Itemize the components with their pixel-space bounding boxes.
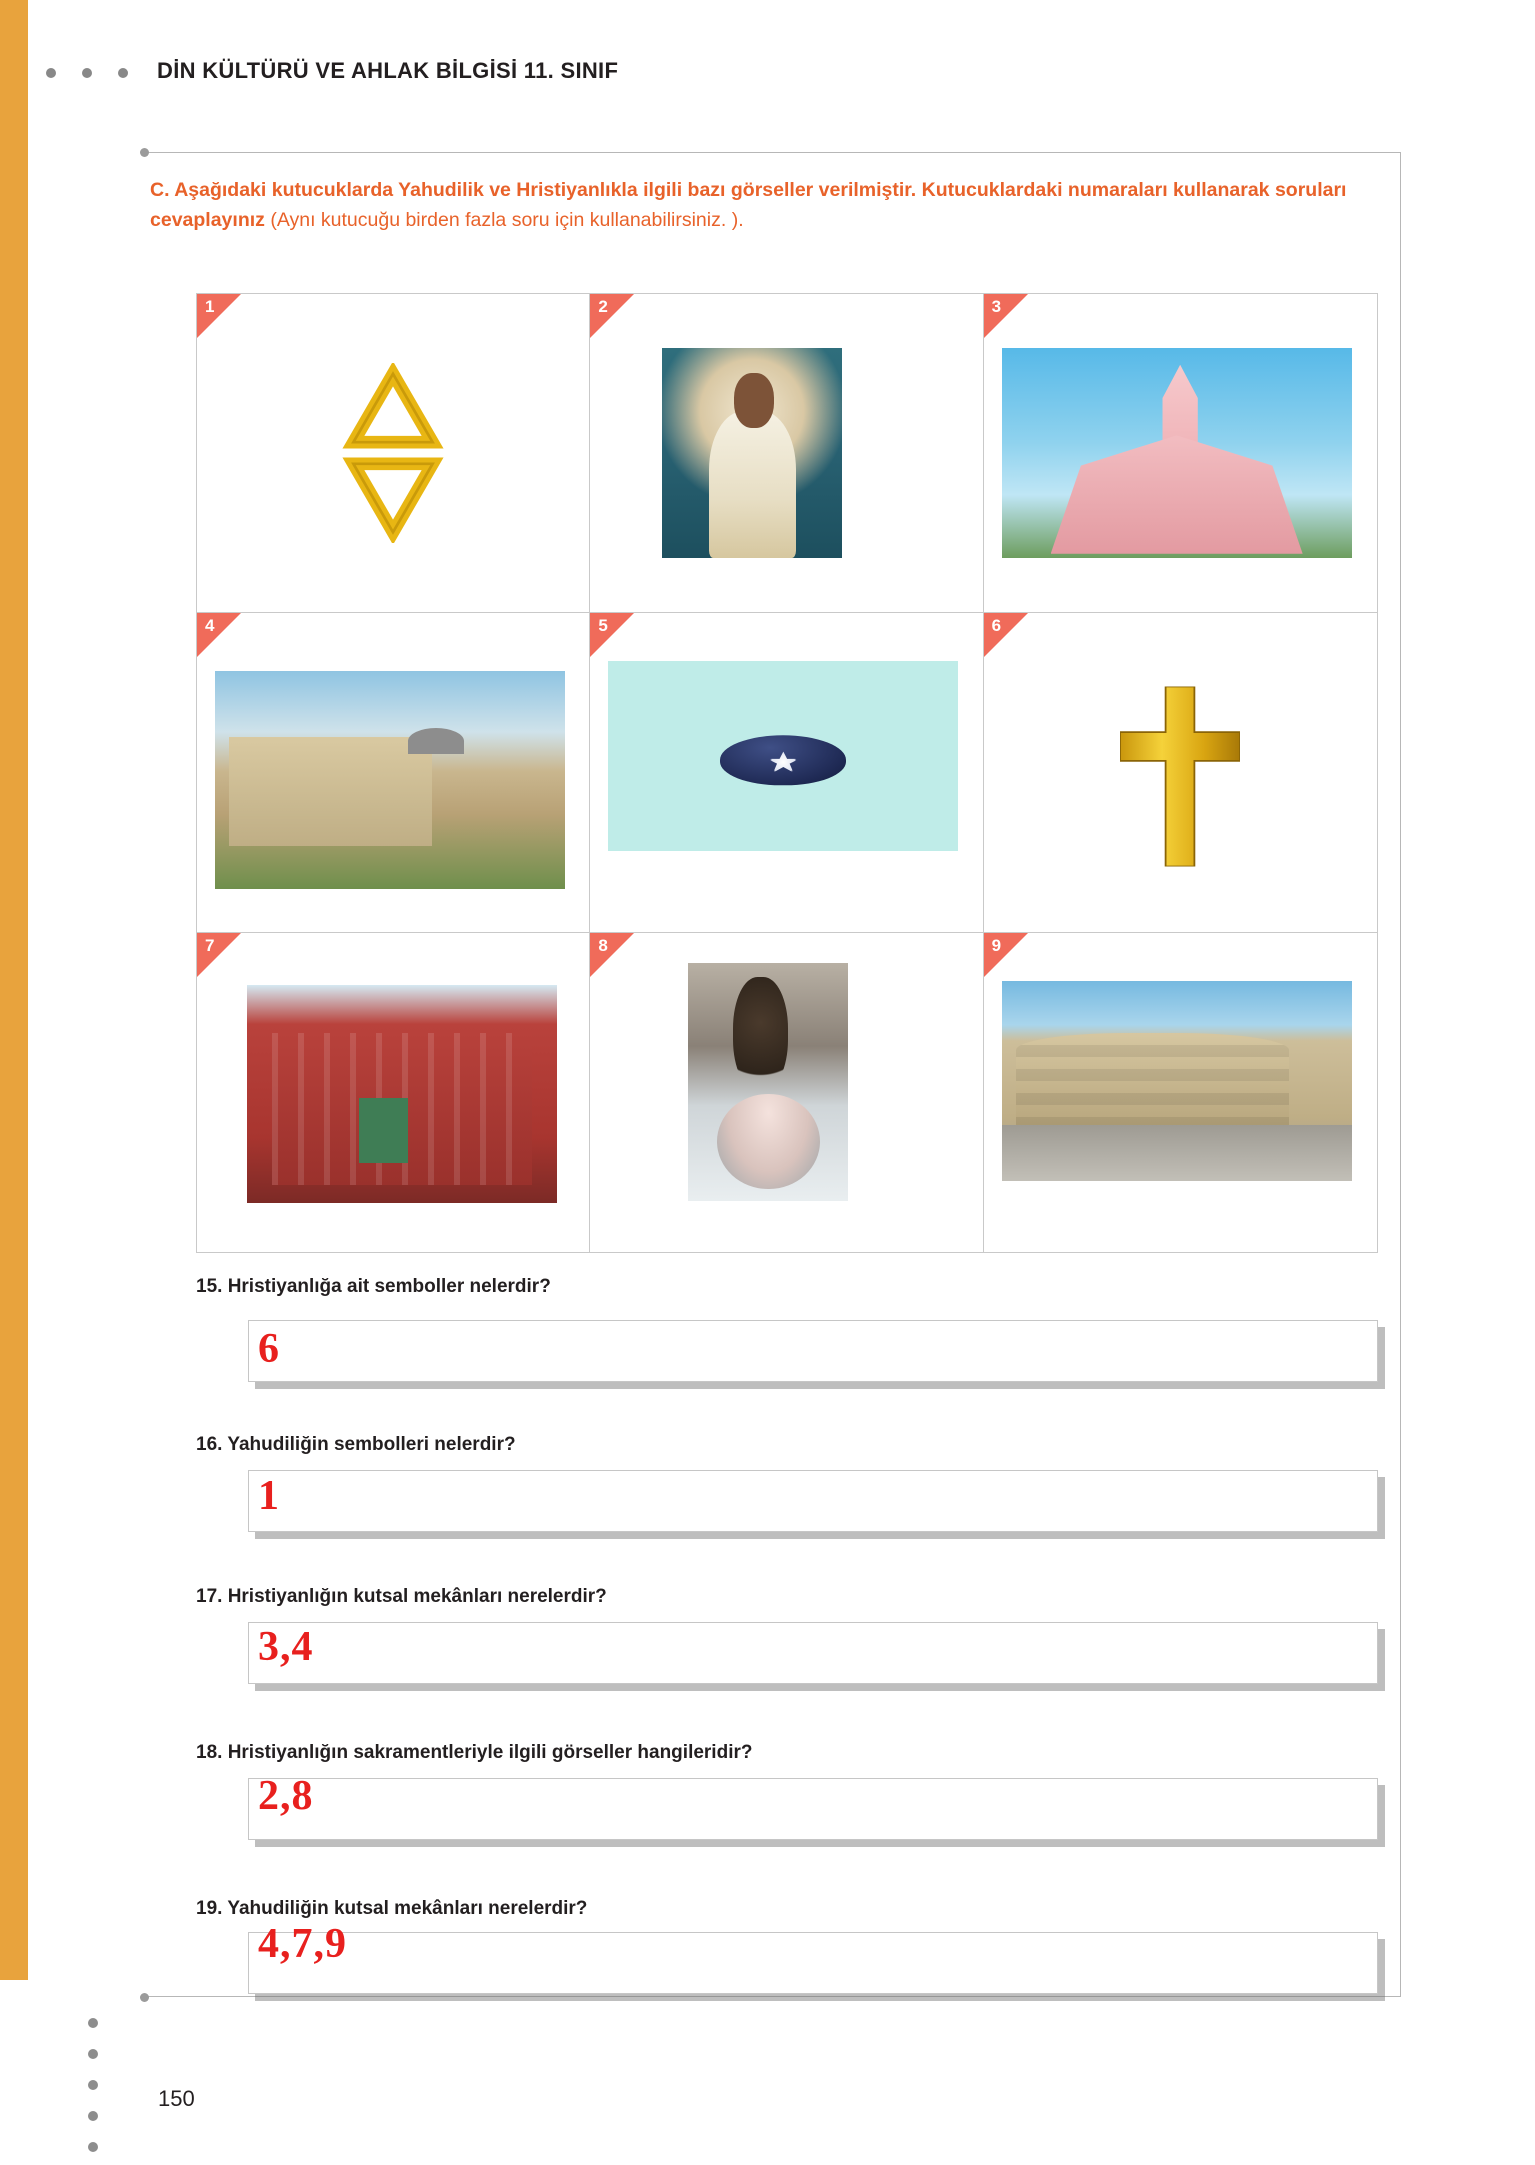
question-label: 15. Hristiyanlığa ait semboller nelerdir? [196,1276,551,1297]
answer-box[interactable] [248,1778,1378,1840]
cell-number-label: 2 [598,297,608,316]
grid-cell-3[interactable] [984,294,1377,613]
answer-box[interactable] [248,1932,1378,1994]
cell-number-tag [984,294,1028,338]
cell-number-label: 5 [598,616,608,636]
instruction-light: (Aynı kutucuğu birden fazla soru için kullanabilirsiniz. ). [264,209,744,231]
frame-dot-top [140,148,149,157]
instruction-letter: C. [150,179,170,201]
grid-cell-5[interactable] [590,613,983,932]
question-label: 19. Yahudiliğin kutsal mekânları nerelerdir? [196,1898,588,1919]
grid-cell-9[interactable] [984,933,1377,1252]
answer-box[interactable] [248,1470,1378,1532]
western-wall-photo [1002,981,1352,1181]
answer-value: 3,4 [258,1624,314,1670]
grid-cell-8[interactable] [590,933,983,1252]
image-grid [196,293,1378,1253]
baptism-photo [688,963,848,1201]
cell-number-tag [197,294,241,338]
answer-value: 1 [258,1473,280,1519]
kippah-photo [608,661,958,851]
cell-number-tag [590,294,634,338]
question-label: 18. Hristiyanlığın sakramentleriyle ilgili görseller hangileridir? [196,1742,753,1763]
cell-number-tag [984,613,1028,657]
answer-value: 2,8 [258,1773,314,1819]
grid-cell-6[interactable] [984,613,1377,932]
answer-box[interactable] [248,1320,1378,1382]
instruction-text [150,175,1380,235]
cell-number-label: 8 [598,935,608,955]
jerusalem-wall-photo [215,671,565,889]
cell-number-label: 4 [205,616,215,636]
answer-box[interactable] [248,1622,1378,1684]
cell-number-tag [984,933,1028,977]
cell-number-label: 7 [205,935,215,955]
cell-number-label: 1 [205,297,215,316]
grid-cell-7[interactable] [197,933,590,1252]
question-label: 16. Yahudiliğin sembolleri nelerdir? [196,1434,516,1455]
cell-number-tag [590,613,634,657]
grid-cell-2[interactable] [590,294,983,613]
answer-value: 6 [258,1326,280,1372]
frame-dot-bottom [140,1993,149,2002]
answer-value: 4,7,9 [258,1921,347,1967]
question-label: 17. Hristiyanlığın kutsal mekânları nerelerdir? [196,1586,607,1607]
instruction-bold: Aşağıdaki kutucuklarda Yahudilik ve Hristiyanlıkla ilgili bazı görseller verilmiştir. Kutucuklardaki numaraları kullanarak soruları cevaplayınız [150,179,1347,231]
page-spine [0,0,28,1980]
page-header [0,50,1535,90]
cell-number-label: 9 [991,935,1002,955]
orthodox-priest-photo [662,348,842,558]
cell-number-label: 3 [991,297,1002,316]
grid-cell-4[interactable] [197,613,590,932]
footer-dots-decoration [88,2018,102,2158]
pink-church-photo [1002,348,1352,558]
cell-number-tag [197,613,241,657]
grid-cell-1[interactable] [197,294,590,613]
cell-number-tag [590,933,634,977]
cell-number-tag [197,933,241,977]
header-dots-decoration [46,68,136,80]
page-title: DİN KÜLTÜRÜ VE AHLAK BİLGİSİ 11. SINIF [157,58,619,83]
page-number: 150 [158,2086,195,2111]
star-of-david-icon [303,363,483,543]
red-synagogue-photo [247,985,557,1203]
cell-number-label: 6 [991,616,1002,636]
golden-cross-icon [1120,686,1240,871]
